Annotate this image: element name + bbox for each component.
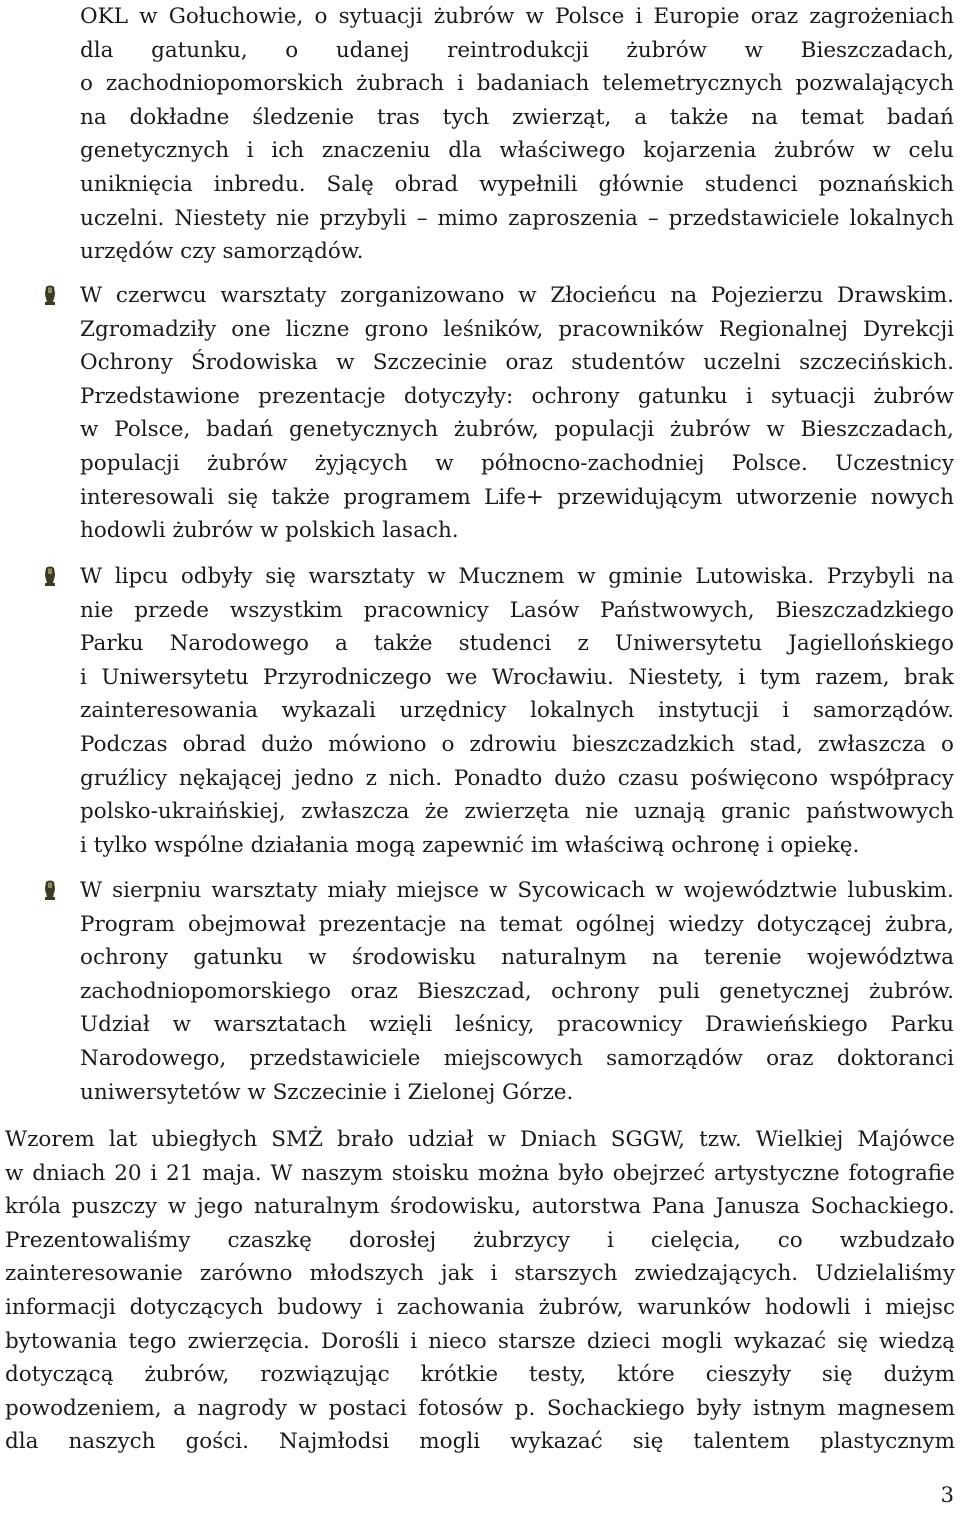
text-line: W lipcu odbyły się warsztaty w Mucznem w gminie Lutowiska. Przybyli na	[80, 564, 954, 589]
text-line: dotyczącą żubrów, rozwiązując krótkie testy, które cieszyły się dużym	[5, 1362, 955, 1388]
text-line: hodowli żubrów w polskich lasach.	[80, 518, 459, 544]
text-line: zainteresowania wykazali urzędnicy lokalnych instytucji i samorządów.	[80, 698, 954, 724]
text-line: Przedstawione prezentacje dotyczyły: ochrony gatunku i sytuacji żubrów	[80, 383, 954, 409]
text-line: Parku Narodowego a także studenci z Uniwersytetu Jagiellońskiego	[80, 631, 954, 657]
text-line: ochrony gatunku w środowisku naturalnym na terenie województwa	[80, 945, 954, 971]
text-line: Prezentowaliśmy czaszkę dorosłej żubrzycy i cielęcia, co wzbudzało	[5, 1227, 955, 1253]
text-line: gruźlicy nękającej jedno z nich. Ponadto dużo czasu poświęcono współpracy	[80, 765, 954, 791]
text-line: OKL w Gołuchowie, o sytuacji żubrów w Polsce i Europie oraz zagrożeniach	[80, 4, 954, 29]
text-line: uniknięcia inbredu. Salę obrad wypełnili głównie studenci poznańskich	[80, 172, 954, 197]
text-line: populacji żubrów żyjących w północno-zachodniej Polsce. Uczestnicy	[80, 451, 954, 476]
text-line: zainteresowanie zarówno młodszych jak i starszych zwiedzających. Udzielaliśmy	[5, 1261, 955, 1287]
text-line: urzędów czy samorządów.	[80, 239, 364, 265]
text-line: Udział w warsztatach wzięli leśnicy, pracownicy Drawieńskiego Parku	[80, 1012, 954, 1038]
text-line: interesowali się także programem Life+ przewidującym utworzenie nowych	[80, 484, 954, 510]
text-line: Podczas obrad dużo mówiono o zdrowiu bieszczadzkich stad, zwłaszcza o	[80, 732, 954, 757]
text-line: bytowania tego zwierzęcia. Dorośli i nieco starsze dzieci mogli wykazać się wiedzą	[5, 1328, 955, 1354]
text-line: króla puszczy w jego naturalnym środowisku, autorstwa Pana Janusza Sochackiego.	[5, 1194, 955, 1220]
text-line: Zgromadziły one liczne grono leśników, pracowników Regionalnej Dyrekcji	[80, 316, 954, 342]
text-line: dla naszych gości. Najmłodsi mogli wykazać się talentem plastycznym	[5, 1429, 955, 1455]
text-line: W czerwcu warsztaty zorganizowano w Złocieńcu na Pojezierzu Drawskim.	[80, 283, 954, 308]
text-line: uniwersytetów w Szczecinie i Zielonej Górze.	[80, 1079, 574, 1105]
text-line: Wzorem lat ubiegłych SMŻ brało udział w Dniach SGGW, tzw. Wielkiej Majówce	[5, 1127, 955, 1152]
text-line: i tylko wspólne działania mogą zapewnić im właściwą ochronę i opiekę.	[80, 832, 860, 858]
text-line: informacji dotyczących budowy i zachowania żubrów, warunków hodowli i miejsc	[5, 1295, 955, 1320]
text-line: w dniach 20 i 21 maja. W naszym stoisku można było obejrzeć artystyczne fotografie	[5, 1160, 955, 1186]
text-line: na dokładne śledzenie tras tych zwierząt, a także na temat badań	[80, 104, 954, 130]
bison-bullet-icon	[40, 565, 60, 587]
text-line: Ochrony Środowiska w Szczecinie oraz studentów uczelni szczecińskich.	[80, 350, 954, 376]
text-line: genetycznych i ich znaczeniu dla właściwego kojarzenia żubrów w celu	[80, 138, 954, 164]
text-line: zachodniopomorskiego oraz Bieszczad, ochrony puli genetycznej żubrów.	[80, 978, 954, 1004]
text-line: i Uniwersytetu Przyrodniczego we Wrocławiu. Niestety, i tym razem, brak	[80, 664, 954, 690]
text-line: Narodowego, przedstawiciele miejscowych samorządów oraz doktoranci	[80, 1046, 954, 1071]
bison-bullet-icon	[40, 284, 60, 306]
text-line: W sierpniu warsztaty miały miejsce w Sycowicach w województwie lubuskim.	[80, 878, 954, 903]
text-line: Program obejmował prezentacje na temat ogólnej wiedzy dotyczącej żubra,	[80, 911, 954, 937]
text-line: uczelni. Niestety nie przybyli – mimo zaproszenia – przedstawiciele lokalnych	[80, 205, 954, 231]
text-line: polsko-ukraińskiej, zwłaszcza że zwierzęta nie uznają granic państwowych	[80, 799, 954, 825]
bison-bullet-icon	[40, 879, 60, 901]
text-line: o zachodniopomorskich żubrach i badaniach telemetrycznych pozwalających	[80, 71, 954, 97]
text-line: powodzeniem, a nagrody w postaci fotosów p. Sochackiego były istnym magnesem	[5, 1395, 955, 1421]
text-line: nie przede wszystkim pracownicy Lasów Państwowych, Bieszczadzkiego	[80, 597, 954, 623]
page-number: 3	[940, 1483, 954, 1507]
text-line: dla gatunku, o udanej reintrodukcji żubrów w Bieszczadach,	[80, 37, 954, 63]
text-line: w Polsce, badań genetycznych żubrów, populacji żubrów w Bieszczadach,	[80, 417, 954, 443]
